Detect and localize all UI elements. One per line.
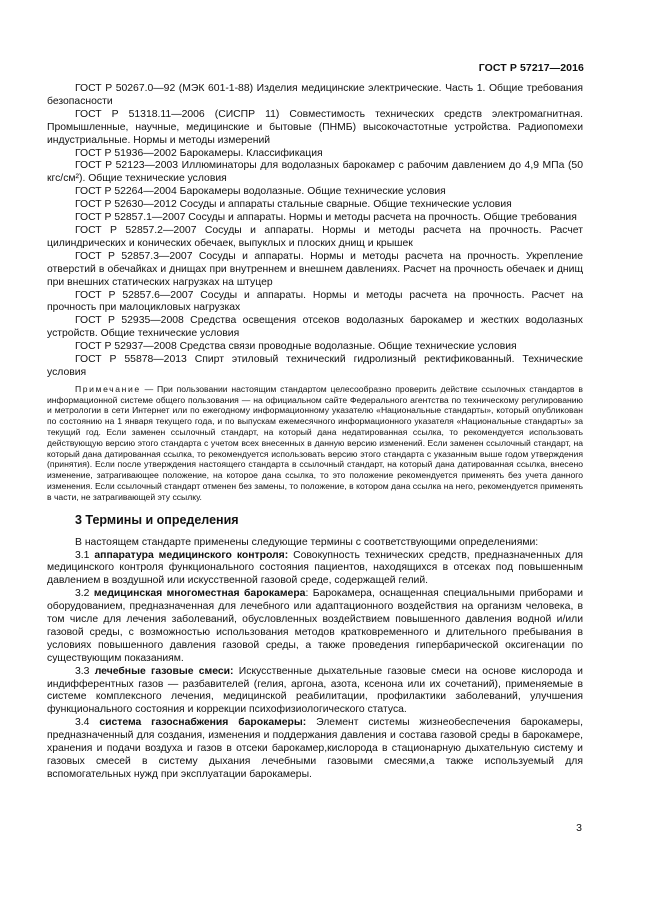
term-number: 3.4 [75, 717, 90, 729]
term-definition [47, 717, 583, 782]
reference-item: ГОСТ Р 52857.3—2007 Сосуды и аппараты. Нормы и методы расчета на прочность. Укрепление отверстий в обечайках и днищах при внутреннем и внешнем давлениях. Расчет на прочность обечаек и днищ при внешних статических нагрузках на штуцер [47, 250, 583, 288]
term-number: 3.3 [75, 665, 90, 677]
reference-item: ГОСТ Р 52264—2004 Барокамеры водолазные. Общие технические условия [75, 186, 446, 198]
reference-item: ГОСТ Р 52123—2003 Иллюминаторы для водолазных барокамер с рабочим давлением до 4,9 МПа (50 кгс/см²). Общие технические условия [47, 160, 583, 185]
reference-item: ГОСТ Р 52857.2—2007 Сосуды и аппараты. Нормы и методы расчета на прочность. Расчет цилиндрических и конических обечаек, выпуклых и плоских днищ и крышек [47, 224, 583, 249]
reference-item: ГОСТ Р 51318.11—2006 (СИСПР 11) Совместимость технических средств электромагнитная. Промышленные, научные, медицинские и бытовые (ПНМБ) высокочастотные устройства. Радиопомехи индустриальные. Нормы и методы измерений [47, 108, 583, 146]
term-text: : Барокамера, оснащенная специальными приборами и оборудованием, предназначенная для лечебного или адаптационного воздействия на организм человека, в том числе для лечения заболеваний, обусловленных воздействием повышенного давления водной и/или газовой среды, с возможностью использования методов кратковременного и длительного пребывания в условиях повышенного давления газовой среды, а также проведения гипербарической оксигенации по существующим показаниям. [47, 588, 584, 664]
term-number: 3.1 [75, 549, 90, 561]
term-text: Искусственные дыхательные газовые смеси на основе кислорода и индифферентных газов — разбавителей (гелия, аргона, азота, ксенона или их сочетаний), применяемые в системе комплексного лечения, медицинской реабилитации, профилактики заболеваний, улучшения функционального состояния и коррекции психофизиологического статуса. [47, 665, 583, 716]
note-label: Примечание [75, 383, 141, 394]
reference-item: ГОСТ Р 52857.1—2007 Сосуды и аппараты. Нормы и методы расчета на прочность. Общие требования [75, 212, 577, 224]
section-title: 3 Термины и определения [75, 512, 239, 527]
section-intro: В настоящем стандарте применены следующие термины с соответствующими определениями: [75, 536, 539, 548]
reference-item: ГОСТ Р 55878—2013 Спирт этиловый технический гидролизный ректификованный. Технические условия [47, 354, 583, 378]
reference-item: ГОСТ Р 51936—2002 Барокамеры. Классификация [75, 147, 323, 159]
document-header: ГОСТ Р 57217—2016 [478, 62, 584, 74]
term-name: система газоснабжения барокамеры: [99, 717, 307, 729]
reference-item: ГОСТ Р 50267.0—92 (МЭК 601-1-88) Изделия медицинские электрические. Часть 1. Общие требования безопасности [47, 83, 583, 107]
term-name: медицинская многоместная барокамера [93, 588, 306, 600]
term-name: аппаратура медицинского контроля: [94, 549, 289, 561]
reference-item: ГОСТ Р 52935—2008 Средства освещения отсеков водолазных барокамер и жестких водолазных устройств. Общие технические условия [47, 315, 583, 340]
page-number: 3 [576, 822, 582, 834]
note-paragraph [47, 384, 583, 503]
reference-item: ГОСТ Р 52937—2008 Средства связи проводные водолазные. Общие технические условия [75, 341, 517, 353]
term-number: 3.2 [75, 588, 90, 600]
note-text: — При пользовании настоящим стандартом целесообразно проверить действие ссылочных стандартов в информационной системе общего пользования — на официальном сайте Федерального агентства по техническому регулированию и метрологии в сети Интернет или по ежегодному информационному указателю «Национальные стандарты», который опубликован по состоянию на 1 января текущего года, и по выпускам ежемесячного информационного указателя «Национальные стандарты» за текущий год. Если заменен ссылочный стандарт, на который дана недатированная ссылка, то рекомендуется использовать действующую версию этого стандарта с учетом всех внесенных в данную версию изменений. Если заменен ссылочный стандарт, на который дана датированная ссылка, то рекомендуется использовать версию этого стандарта с указанным выше годом утверждения (принятия). Если после утверждения настоящего стандарта в ссылочный стандарт, на который дана датированная ссылка, внесено изменение, затрагивающее положение, на которое дана ссылка, то это положение рекомендуется применять без учета данного изменения. Если ссылочный стандарт отменен без замены, то положение, в котором дана ссылка на него, рекомендуется применять в части, не затрагивающей эту ссылку. [47, 383, 584, 502]
term-definition [47, 588, 583, 665]
term-text: Элемент системы жизнеобеспечения барокамеры, предназначенный для создания, изменения и поддержания давления и состава газовой среды в барокамере, хранения и подачи воздуха и газов в отсеки барокамер,кислорода в стационарную дыхательную систему и газовых смесей в систему дыхания лечебными газовыми смесями,а также используемый для вспомогательных нужд при эксплуатации барокамеры. [47, 717, 583, 780]
reference-item: ГОСТ Р 52857.6—2007 Сосуды и аппараты. Нормы и методы расчета на прочность. Расчет на прочность при малоцикловых нагрузках [47, 289, 583, 314]
reference-item: ГОСТ Р 52630—2012 Сосуды и аппараты стальные сварные. Общие технические условия [75, 199, 512, 211]
term-text: Совокупность технических средств, предназначенных для медицинского контроля функционального состояния пациентов, находящихся в отсеках под повышенным давлением в воздушной или искусственной газовой среде, содержащей гелий. [47, 549, 584, 587]
page-content [47, 83, 583, 782]
term-definition [47, 666, 583, 718]
term-name: лечебные газовые смеси: [94, 665, 234, 677]
term-definition [47, 550, 583, 589]
